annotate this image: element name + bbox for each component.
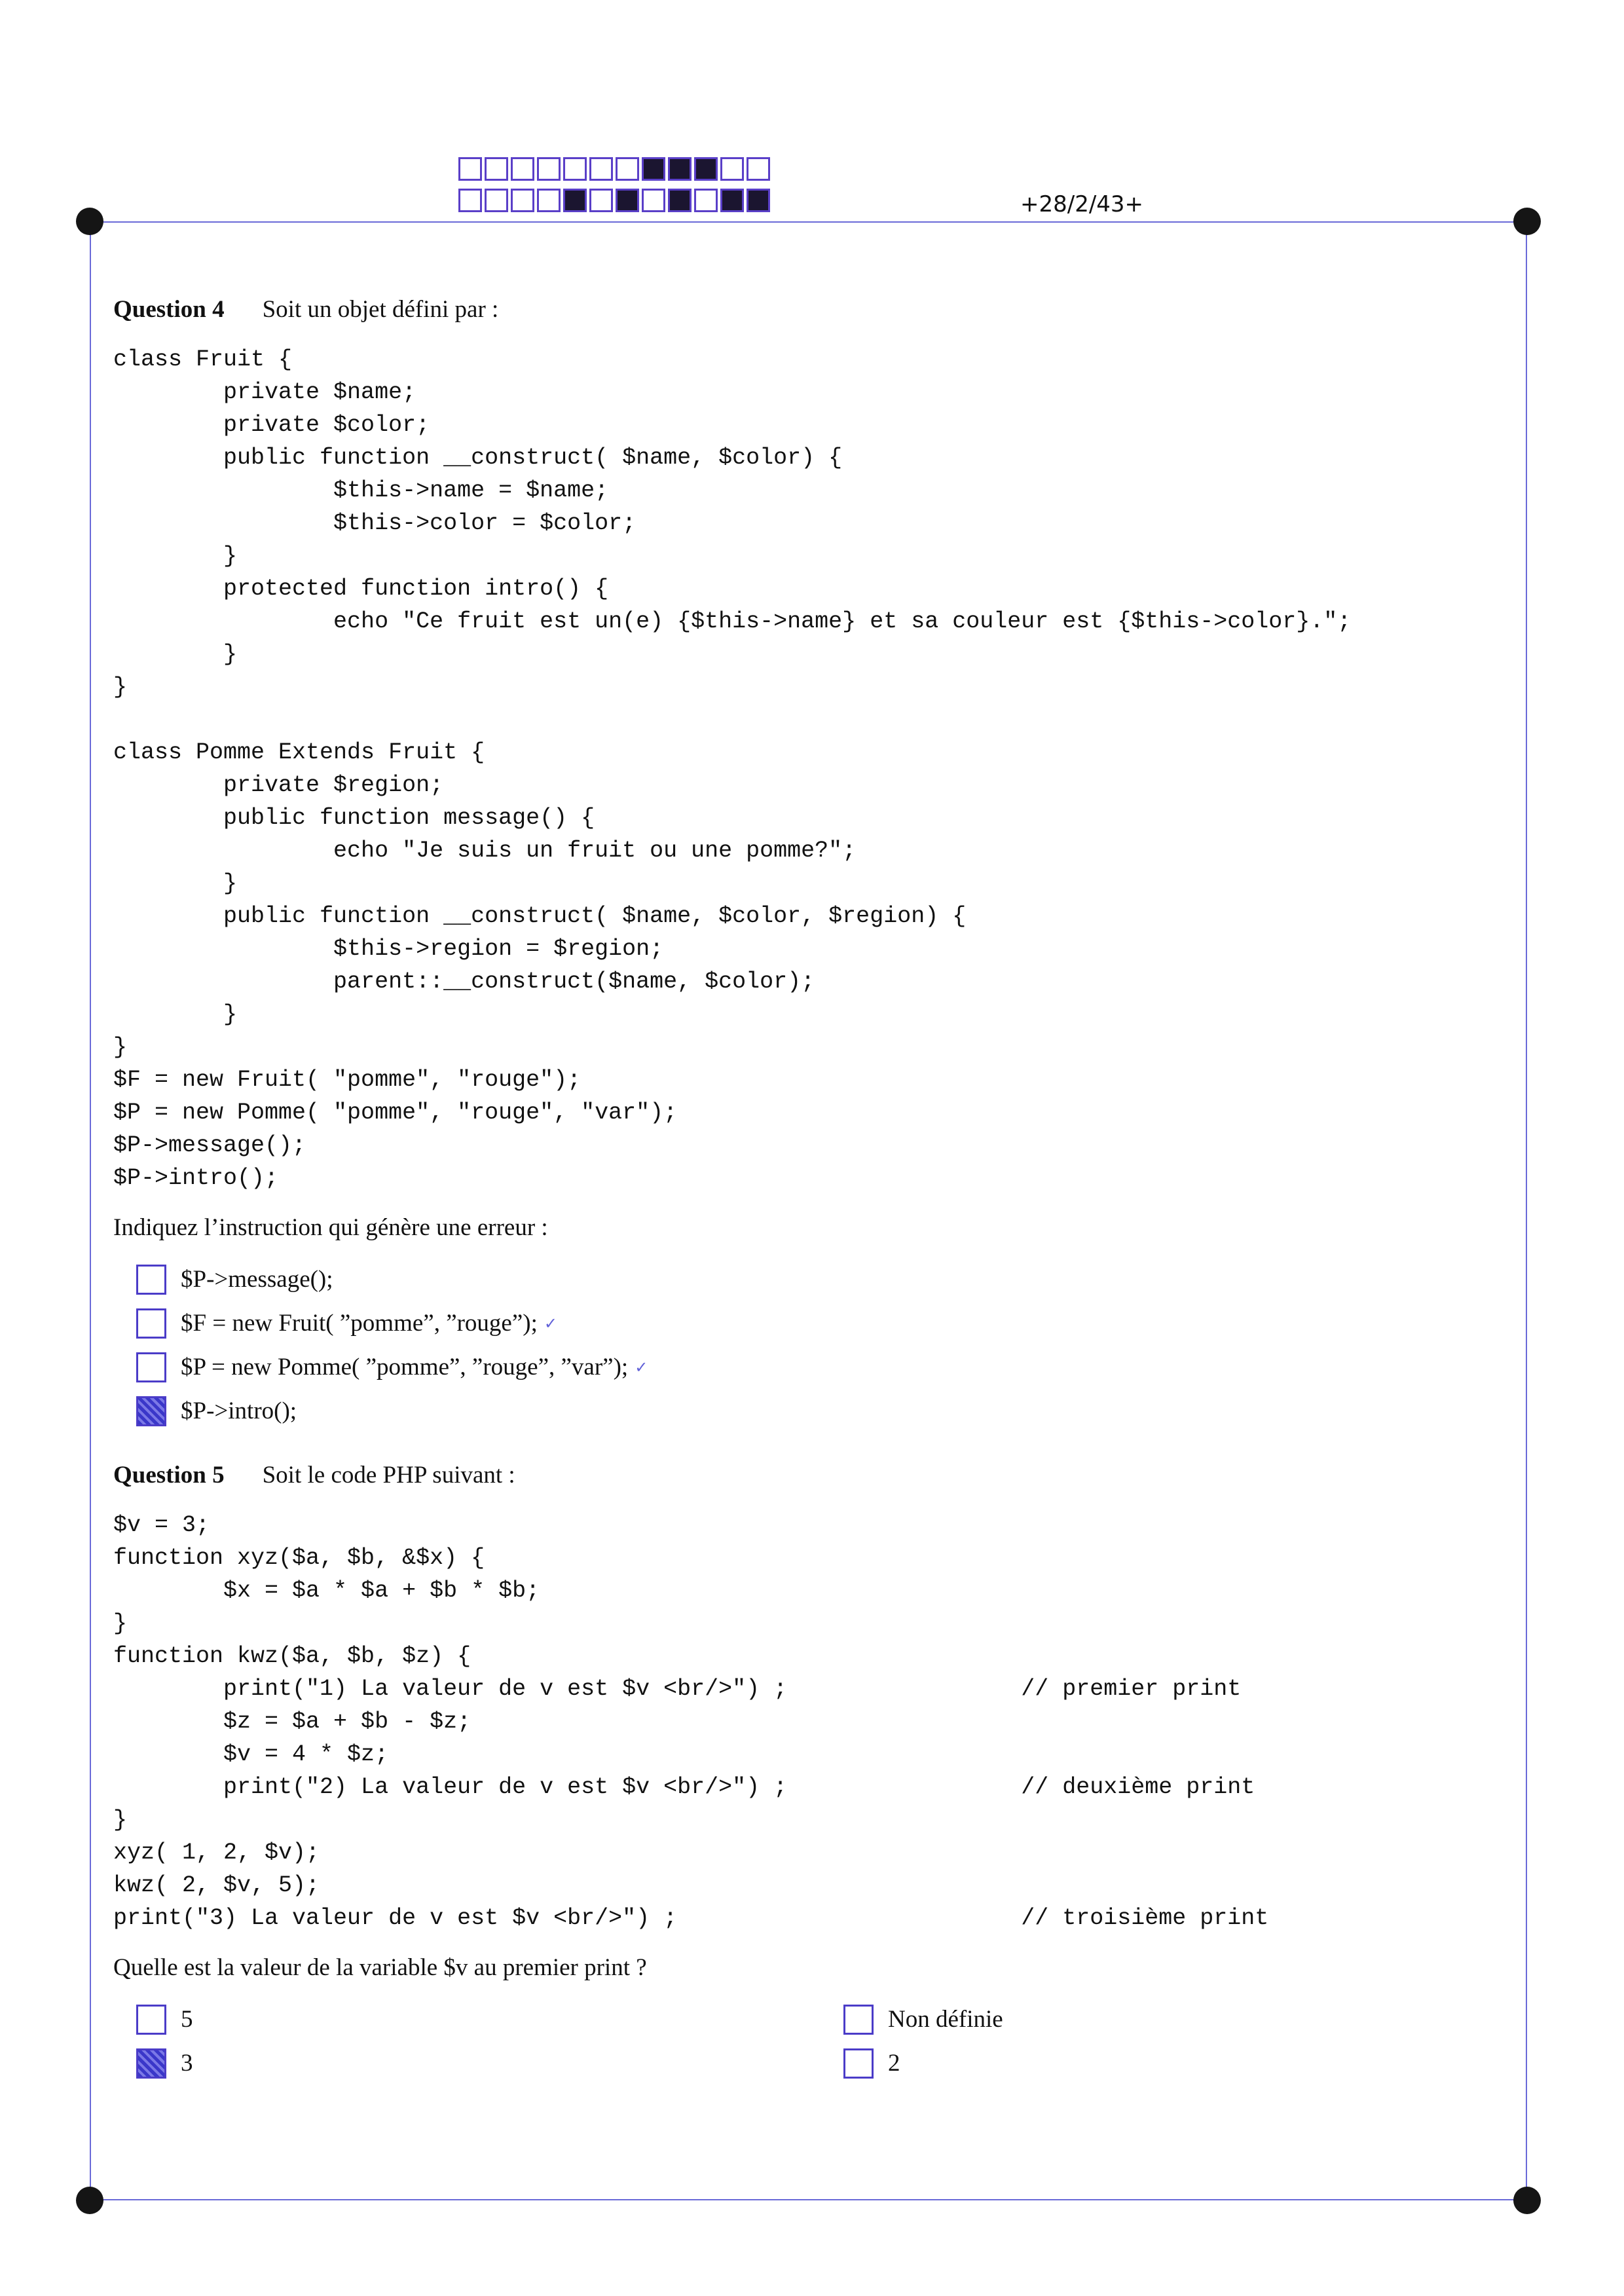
question-4-intro: Soit un objet défini par : <box>262 296 499 323</box>
barcode-cell <box>694 157 718 181</box>
barcode-cell <box>616 189 639 212</box>
q5-choice-1-label: 5 <box>181 2006 193 2033</box>
question-5-intro: Soit le code PHP suivant : <box>262 1462 515 1489</box>
question-4-choices <box>136 1257 1488 1433</box>
q4-choice-2[interactable] <box>136 1301 1488 1345</box>
question-5-label: Question 5 <box>113 1462 225 1489</box>
barcode-cell <box>589 157 613 181</box>
q5-choice-3-checkbox[interactable] <box>136 2048 166 2079</box>
q4-choice-4[interactable] <box>136 1389 1488 1433</box>
barcode-cell <box>458 189 482 212</box>
barcode-cell <box>589 189 613 212</box>
question-5-heading <box>113 1459 1488 1492</box>
page-id: +28/2/43+ <box>1020 191 1144 217</box>
q4-choice-2-label: $F = new Fruit( ”pomme”, ”rouge”); <box>181 1310 538 1337</box>
question-4-heading <box>113 293 1488 326</box>
check-mark-icon: ✓ <box>635 1358 648 1377</box>
question-4-prompt: Indiquez l’instruction qui génère une erreur : <box>113 1214 548 1241</box>
barcode-cell <box>485 157 508 181</box>
q5-choice-1-checkbox[interactable] <box>136 2005 166 2035</box>
barcode-cell <box>747 157 770 181</box>
q4-choice-3[interactable] <box>136 1345 1488 1389</box>
corner-mark-top-right <box>1513 208 1541 235</box>
q5-choice-4-label: 2 <box>888 2050 900 2077</box>
question-5-code: $v = 3; function xyz($a, $b, &$x) { $x = $a * $a + $b * $b; } function kwz($a, $b, $z) { print("1) La valeur de v est $v <br/>") ; // premier print $z = $a + $b - $z; $v = 4 * $z; print("2) La valeur de v est $v <br/>") ; // deuxième print } xyz( 1, 2, $v); kwz( 2, $v, 5); print("3) La valeur de v est $v <br/>") ; // troisième print <box>113 1512 1269 1931</box>
q4-choice-2-checkbox[interactable] <box>136 1308 166 1339</box>
q4-choice-1-checkbox[interactable] <box>136 1265 166 1295</box>
barcode-cell <box>511 157 534 181</box>
q5-choice-2-checkbox[interactable] <box>843 2005 874 2035</box>
barcode-cell <box>563 189 587 212</box>
barcode-cell <box>747 189 770 212</box>
q5-choice-2[interactable] <box>843 1997 1236 2041</box>
barcode-cell <box>616 157 639 181</box>
corner-mark-top-left <box>76 208 103 235</box>
barcode-cell <box>668 189 692 212</box>
q5-choice-4[interactable] <box>843 2041 1236 2085</box>
barcode-cell <box>720 189 744 212</box>
check-mark-icon: ✓ <box>544 1314 557 1333</box>
question-4-label: Question 4 <box>113 296 225 323</box>
q4-choice-3-checkbox[interactable] <box>136 1352 166 1382</box>
barcode-cell <box>458 157 482 181</box>
barcode-cell <box>537 189 561 212</box>
page-content <box>113 293 1488 2085</box>
question-4-code: class Fruit { private $name; private $color; public function __construct( $name, $color) { $this->name = $name; $this->color = $color; } protected function intro() { echo "Ce fruit est un(e) {$this->name} et sa couleur est {$this->color}."; } } class Pomme Extends Fruit { private $region; public function message() { echo "Je suis un fruit ou une pomme?"; } public function __construct( $name, $color, $region) { $this->region = $region; parent::__construct($name, $color); } } $F = new Fruit( "pomme", "rouge"); $P = new Pomme( "pomme", "rouge", "var"); $P->message(); $P->intro(); <box>113 346 1352 1191</box>
corner-mark-bottom-right <box>1513 2187 1541 2214</box>
barcode-cell <box>668 157 692 181</box>
q5-choice-2-label: Non définie <box>888 2006 1003 2033</box>
q5-choice-3[interactable] <box>136 2041 843 2085</box>
q5-choice-3-label: 3 <box>181 2050 193 2077</box>
question-5-prompt: Quelle est la valeur de la variable $v au premier print ? <box>113 1954 647 1981</box>
barcode-cell <box>642 157 665 181</box>
barcode-cell <box>511 189 534 212</box>
question-5-choices <box>136 1997 1488 2085</box>
q4-choice-1-label: $P->message(); <box>181 1266 333 1293</box>
q5-choice-4-checkbox[interactable] <box>843 2048 874 2079</box>
corner-mark-bottom-left <box>76 2187 103 2214</box>
barcode-cell <box>720 157 744 181</box>
barcode-cell <box>485 189 508 212</box>
barcode-cell <box>642 189 665 212</box>
q4-choice-1[interactable] <box>136 1257 1488 1301</box>
barcode-row-2 <box>458 189 773 212</box>
q4-choice-4-label: $P->intro(); <box>181 1398 297 1424</box>
barcode-cell <box>563 157 587 181</box>
barcode-row-1 <box>458 157 773 181</box>
q5-choice-1[interactable] <box>136 1997 843 2041</box>
barcode-cell <box>694 189 718 212</box>
q4-choice-3-label: $P = new Pomme( ”pomme”, ”rouge”, ”var”); <box>181 1354 629 1380</box>
barcode-cell <box>537 157 561 181</box>
q4-choice-4-checkbox[interactable] <box>136 1396 166 1426</box>
